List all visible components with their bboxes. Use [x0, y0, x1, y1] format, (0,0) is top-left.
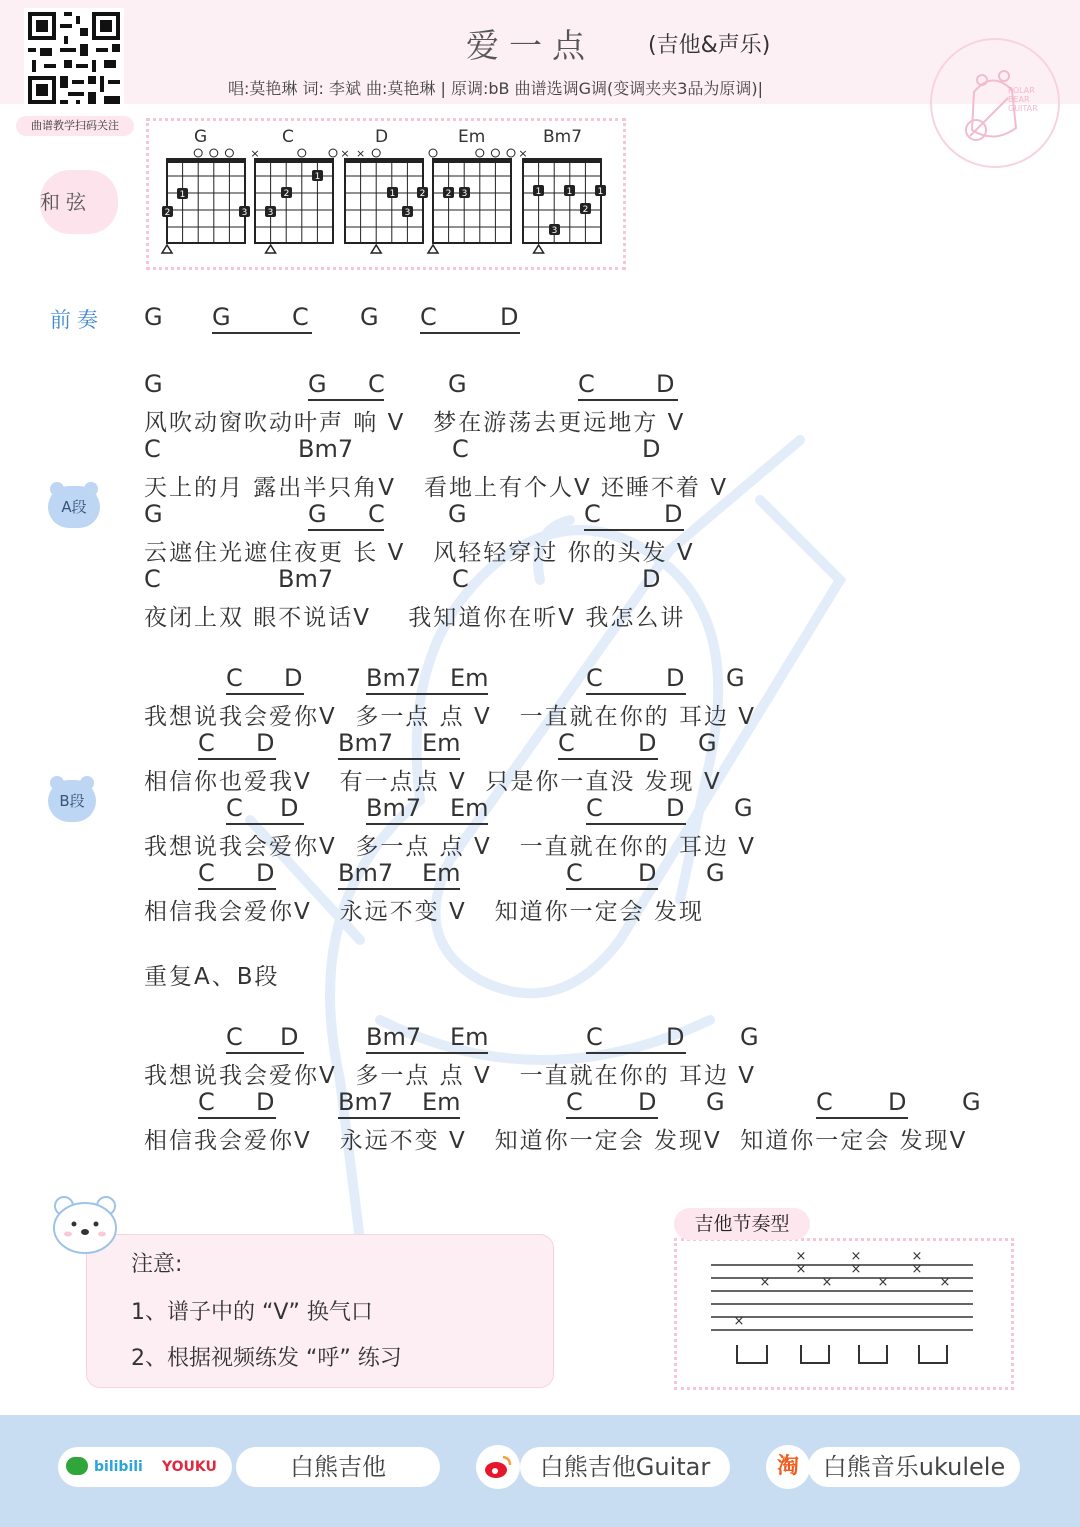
channel-pill[interactable]: 白熊吉他: [236, 1447, 440, 1487]
chord: D: [666, 1023, 685, 1051]
chord: D: [256, 859, 275, 887]
chord: Bm7: [298, 435, 354, 463]
chord: C: [144, 435, 161, 463]
chord: G: [740, 1023, 759, 1051]
section-a-line-4: [0, 565, 1080, 629]
svg-text:3: 3: [551, 226, 558, 236]
intro-chord: C: [292, 303, 309, 331]
intro-chord: C: [420, 303, 437, 331]
chord-name-g: G: [194, 127, 208, 147]
lyric-line: 云遮住光遮住夜更 长 V 风轻轻穿过 你的头发 V: [144, 540, 695, 566]
chord: D: [256, 729, 275, 757]
chord: C: [144, 565, 161, 593]
section-b-line-4: [0, 859, 1080, 923]
svg-text:×: ×: [850, 1262, 862, 1277]
chord: G: [308, 370, 327, 398]
taobao-shop-pill[interactable]: 白熊音乐ukulele: [808, 1447, 1020, 1487]
chord: Em: [450, 794, 489, 822]
chord: Bm7: [338, 1088, 394, 1116]
svg-text:×: ×: [733, 1314, 745, 1329]
chords-section-badge: 和弦: [40, 170, 118, 234]
intro-chord: G: [144, 303, 163, 331]
wechat-icon: [66, 1457, 88, 1475]
chord-diagrams: [146, 118, 626, 270]
chord: Em: [422, 859, 461, 887]
chord: D: [638, 859, 657, 887]
chord: Em: [450, 1023, 489, 1051]
svg-text:×: ×: [877, 1275, 889, 1290]
section-b-line-2: [0, 729, 1080, 793]
chord: C: [198, 859, 215, 887]
chord: C: [368, 500, 385, 528]
chord: D: [280, 794, 299, 822]
svg-text:2: 2: [582, 205, 589, 215]
chord: Bm7: [366, 1023, 422, 1051]
chord: G: [144, 370, 163, 398]
section-a-line-1: [0, 370, 1080, 434]
chord: G: [308, 500, 327, 528]
chord: D: [666, 664, 685, 692]
logo-wordmark: POLAR BEAR GUITAR: [1008, 86, 1038, 113]
bear-face-icon: [50, 1194, 120, 1256]
svg-text:1: 1: [535, 187, 542, 197]
weibo-account-pill[interactable]: 白熊吉他Guitar: [520, 1447, 730, 1487]
svg-text:×: ×: [355, 147, 366, 160]
lyric-line: 我想说我会爱你V 多一点 点 V 一直就在你的 耳边 V: [144, 834, 757, 860]
svg-text:2: 2: [283, 189, 290, 199]
chord-name-bm7: Bm7: [543, 127, 583, 147]
chord: D: [638, 1088, 657, 1116]
chord: D: [280, 1023, 299, 1051]
chord: Bm7: [338, 729, 394, 757]
chord: C: [198, 1088, 215, 1116]
notes-box: [86, 1234, 554, 1388]
intro-chords: [0, 303, 1080, 337]
lyric-line: 相信我会爱你V 永远不变 V 知道你一定会 发现V 知道你一定会 发现V: [144, 1128, 968, 1154]
svg-text:1: 1: [389, 189, 396, 199]
chord: D: [664, 500, 683, 528]
chord: C: [226, 664, 243, 692]
chord: D: [284, 664, 303, 692]
lyric-line: 风吹动窗吹动叶声 响 V 梦在游荡去更远地方 V: [144, 410, 686, 436]
chord: C: [226, 1023, 243, 1051]
chord: G: [706, 859, 725, 887]
svg-text:2: 2: [419, 189, 426, 199]
chord: C: [368, 370, 385, 398]
intro-chord: G: [360, 303, 379, 331]
lyric-line: 天上的月 露出半只角V 看地上有个人V 还睡不着 V: [144, 475, 729, 501]
chord: Em: [450, 664, 489, 692]
chord: D: [256, 1088, 275, 1116]
outro-line-2: [0, 1088, 1080, 1152]
chord: G: [734, 794, 753, 822]
chord: Em: [422, 729, 461, 757]
chord: G: [448, 500, 467, 528]
svg-text:×: ×: [518, 147, 528, 160]
rhythm-pattern-box: [674, 1238, 1014, 1390]
chord: C: [558, 729, 575, 757]
lyric-line: 相信你也爱我V 有一点点 V 只是你一直没 发现 V: [144, 769, 722, 795]
section-b-line-1: [0, 664, 1080, 728]
song-credits: 唱:莫艳琳 词: 李斌 曲:莫艳琳 | 原调:bB 曲谱选调G调(变调夹夹3品为原调)|: [228, 79, 764, 98]
chord: C: [586, 794, 603, 822]
chord: Em: [422, 1088, 461, 1116]
svg-text:3: 3: [241, 208, 248, 218]
chord: C: [586, 1023, 603, 1051]
note-item: 1、谱子中的 “V” 换气口: [131, 1300, 373, 1325]
chord: C: [584, 500, 601, 528]
section-b-badge: B段: [48, 780, 96, 822]
chord: C: [578, 370, 595, 398]
song-title: 爱一点: [466, 26, 595, 65]
chord: Bm7: [366, 794, 422, 822]
chord: C: [226, 794, 243, 822]
chord: D: [888, 1088, 907, 1116]
svg-text:×: ×: [911, 1262, 923, 1277]
chord: C: [198, 729, 215, 757]
chord: Bm7: [278, 565, 334, 593]
intro-chord: D: [500, 303, 519, 331]
chord: Bm7: [338, 859, 394, 887]
svg-text:×: ×: [821, 1275, 833, 1290]
taobao-icon[interactable]: 淘: [766, 1445, 810, 1489]
svg-text:3: 3: [267, 208, 274, 218]
section-a-badge: A段: [48, 486, 100, 528]
chord: G: [726, 664, 745, 692]
svg-text:×: ×: [340, 147, 350, 160]
svg-text:1: 1: [179, 190, 186, 200]
lyric-line: 夜闭上双 眼不说话V 我知道你在听V 我怎么讲: [144, 605, 686, 631]
video-platforms-pill[interactable]: [58, 1447, 232, 1487]
svg-text:×: ×: [939, 1275, 951, 1290]
rhythm-label: 吉他节奏型: [674, 1208, 810, 1240]
strum-pattern-tab: [677, 1241, 1011, 1387]
svg-text:×: ×: [795, 1249, 807, 1264]
svg-text:1: 1: [566, 187, 573, 197]
notes-title: 注意:: [131, 1252, 183, 1277]
outro-line-1: [0, 1023, 1080, 1087]
svg-text:3: 3: [404, 208, 411, 218]
svg-text:×: ×: [850, 1249, 862, 1264]
chord: C: [566, 859, 583, 887]
chord: D: [638, 729, 657, 757]
svg-text:1: 1: [314, 172, 321, 182]
chord: G: [706, 1088, 725, 1116]
svg-text:×: ×: [795, 1262, 807, 1277]
lyric-line: 相信我会爱你V 永远不变 V 知道你一定会 发现: [144, 899, 704, 925]
svg-text:×: ×: [911, 1249, 923, 1264]
chord: G: [448, 370, 467, 398]
chord: G: [962, 1088, 981, 1116]
svg-text:2: 2: [445, 189, 452, 199]
chord: C: [452, 435, 469, 463]
chord-name-c: C: [282, 127, 294, 147]
chord: C: [452, 565, 469, 593]
bilibili-logo: bilibili: [94, 1459, 143, 1475]
svg-text:×: ×: [759, 1275, 771, 1290]
song-subtitle: (吉他&声乐): [648, 33, 771, 58]
section-b-line-3: [0, 794, 1080, 858]
qr-caption: 曲谱教学扫码关注: [16, 116, 134, 136]
chord: Bm7: [366, 664, 422, 692]
chord: G: [698, 729, 717, 757]
chord: G: [144, 500, 163, 528]
svg-text:×: ×: [250, 147, 260, 160]
chord: D: [642, 565, 661, 593]
chord: D: [656, 370, 675, 398]
svg-text:1: 1: [597, 187, 604, 197]
note-item: 2、根据视频练发 “呼” 练习: [131, 1346, 402, 1371]
chord: C: [586, 664, 603, 692]
lyric-line: 我想说我会爱你V 多一点 点 V 一直就在你的 耳边 V: [144, 1063, 757, 1089]
lyric-line: 我想说我会爱你V 多一点 点 V 一直就在你的 耳边 V: [144, 704, 757, 730]
section-a-line-2: [0, 435, 1080, 499]
chord-name-em: Em: [458, 127, 486, 147]
section-a-line-3: [0, 500, 1080, 564]
chord-name-d: D: [375, 127, 389, 147]
chord: C: [566, 1088, 583, 1116]
chord: D: [666, 794, 685, 822]
intro-label: 前奏: [50, 308, 104, 332]
qr-code-icon[interactable]: [24, 8, 124, 108]
svg-text:2: 2: [164, 208, 171, 218]
polar-bear-guitar-logo-icon: [930, 38, 1060, 168]
chord: D: [642, 435, 661, 463]
intro-chord: G: [212, 303, 231, 331]
footer-bar: [0, 1415, 1080, 1527]
weibo-icon[interactable]: [476, 1445, 520, 1489]
chord: C: [816, 1088, 833, 1116]
svg-text:3: 3: [461, 189, 468, 199]
youku-logo: YOUKU: [162, 1459, 217, 1475]
repeat-instruction: 重复A、B段: [144, 964, 280, 990]
